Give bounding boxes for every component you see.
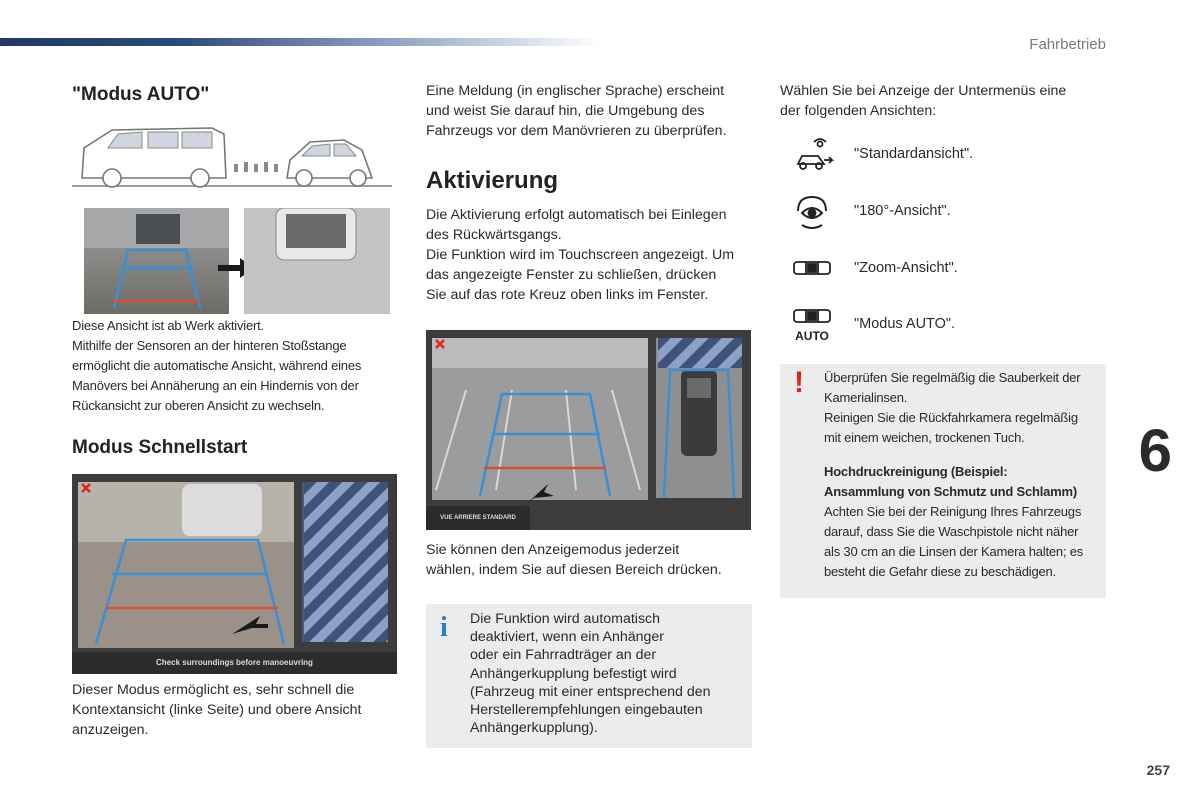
text-line: Sie können den Anzeigemodus jederzeit (426, 542, 680, 558)
submenu-intro (780, 81, 1110, 121)
info-line: Anhängerkupplung befestigt wird (470, 665, 677, 682)
rear-camera-thumbnail (84, 208, 229, 314)
top-view-hatched-area (304, 482, 388, 642)
zoom-view-icon (788, 250, 836, 290)
info-line: oder ein Fahrradträger an der (470, 647, 657, 664)
caption-line: Rückansicht zur oberen Ansicht zu wechseln. (72, 398, 325, 413)
warning-line: darauf, dass Sie die Waschpistole nicht näher (824, 524, 1079, 539)
text-line: Eine Meldung (in englischer Sprache) erscheint (426, 83, 725, 99)
text-line: Fahrzeugs vor dem Manövrieren zu überprüfen. (426, 123, 727, 139)
warning-box (780, 364, 1106, 598)
info-box (426, 604, 752, 748)
caption-line: ermöglicht die automatische Ansicht, während eines (72, 358, 362, 373)
warning-bold-line: Ansammlung von Schmutz und Schlamm) (824, 484, 1078, 499)
view-option-label: "180°-Ansicht". (854, 203, 951, 219)
warning-line: Kamerialinsen. (824, 390, 908, 405)
view-mode-caption (426, 540, 756, 580)
warning-line: Reinigen Sie die Rückfahrkamera regelmäßig (824, 410, 1078, 425)
caption-line: Diese Ansicht ist ab Werk aktiviert. (72, 318, 264, 333)
warning-icon: ! (794, 366, 804, 399)
top-view-hatched-area (658, 338, 742, 368)
caption-quick-start (72, 680, 402, 740)
text-line: und weist Sie darauf hin, die Umgebung des (426, 103, 705, 119)
page-number: 257 (1146, 762, 1170, 778)
heading-activation: Aktivierung (426, 167, 559, 194)
caption-auto-mode (72, 316, 402, 416)
warning-line: als 30 cm an die Linsen der Kamera halten; es (824, 544, 1084, 559)
text-line: das angezeigte Fenster zu schließen, drücken (426, 267, 717, 283)
intro-text (426, 81, 756, 141)
text-line: Die Funktion wird im Touchscreen angezeigt. Um (426, 247, 735, 263)
view-option-label: "Zoom-Ansicht". (854, 260, 958, 276)
section-title: Fahrbetrieb (1029, 36, 1106, 53)
activation-screen (426, 330, 751, 530)
chapter-number: 6 (1138, 417, 1172, 484)
caption-line: anzuzeigen. (72, 722, 149, 738)
heading-quick-start: Modus Schnellstart (72, 437, 248, 458)
text-line: Sie auf das rote Kreuz oben links im Fenster. (426, 287, 709, 303)
warning-subheading (824, 462, 1104, 502)
caption-line: Manövers bei Annäherung an ein Hindernis von der (72, 378, 359, 393)
info-line: (Fahrzeug mit einer entsprechend den (470, 683, 711, 700)
info-line: Herstellerempfehlungen eingebauten (470, 702, 703, 719)
view-option-standard (780, 136, 1110, 176)
text-line: des Rückwärtsgangs. (426, 227, 562, 243)
warning-line: Achten Sie bei der Reinigung Ihres Fahrzeugs (824, 504, 1082, 519)
text-line: Die Aktivierung erfolgt automatisch bei Einlegen (426, 207, 727, 223)
view-option-label: "Modus AUTO". (854, 316, 956, 332)
quick-start-screen (72, 474, 397, 674)
view-option-zoom (780, 250, 1110, 290)
view-option-label: "Standardansicht". (854, 146, 974, 162)
warning-line: Überprüfen Sie regelmäßig die Sauberkeit der (824, 370, 1081, 385)
view-mode-label[interactable]: VUE ARRIERE STANDARD (426, 506, 530, 530)
180-view-icon (788, 193, 836, 233)
screen-warning-banner: Check surroundings before manoeuvring (72, 652, 397, 674)
warning-line: besteht die Gefahr diese zu beschädigen. (824, 564, 1056, 579)
info-text (470, 610, 748, 737)
header-bar (0, 38, 600, 46)
warning-line: mit einem weichen, trockenen Tuch. (824, 430, 1025, 445)
view-option-auto (780, 306, 1110, 346)
warning-text-2 (824, 502, 1104, 582)
standard-view-icon (788, 136, 836, 176)
info-line: Die Funktion wird automatisch (470, 611, 661, 627)
info-line: Anhängerkupplung). (470, 720, 598, 737)
auto-icon-text: AUTO (795, 329, 829, 343)
caption-line: Mithilfe der Sensoren an der hinteren Stoßstange (72, 338, 347, 353)
caption-line: Kontextansicht (linke Seite) und obere Ansicht (72, 702, 362, 718)
top-view-thumbnail (244, 208, 390, 314)
warning-text (824, 368, 1104, 448)
warning-bold-line: Hochdruckreinigung (Beispiel: (824, 464, 1008, 479)
text-line: Wählen Sie bei Anzeige der Untermenüs eine (780, 83, 1067, 99)
van-and-car-illustration (72, 120, 392, 192)
info-icon: i (440, 612, 448, 643)
auto-mode-icon (788, 306, 836, 346)
text-line: wählen, indem Sie auf diesen Bereich drücken. (426, 562, 722, 578)
view-option-180 (780, 193, 1110, 233)
text-line: der folgenden Ansichten: (780, 103, 937, 119)
caption-line: Dieser Modus ermöglicht es, sehr schnell die (72, 682, 355, 698)
heading-modus-auto: "Modus AUTO" (72, 84, 210, 105)
info-line: deaktiviert, wenn ein Anhänger (470, 629, 665, 646)
activation-text (426, 205, 756, 305)
